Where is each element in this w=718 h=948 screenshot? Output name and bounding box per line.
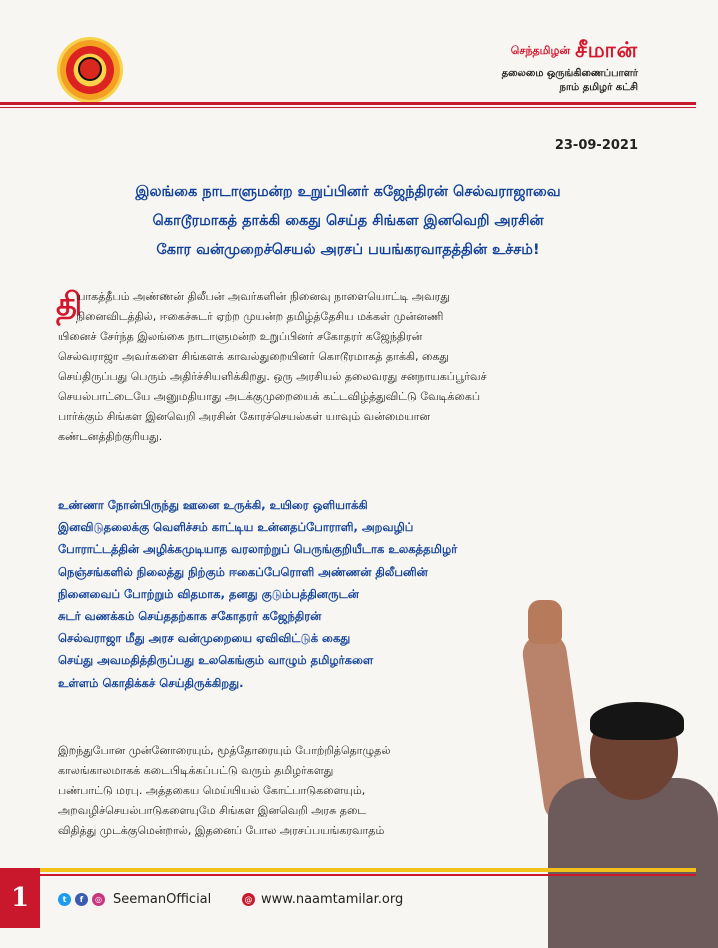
paragraph-line: யாகத்தீபம் அண்ணன் திலீபன் அவர்களின் நினைவு நாளையொட்டி அவரது bbox=[76, 290, 450, 303]
paragraph-line: விதித்து முடக்குமென்றால், இதனைப் போல அரசப்பயங்கரவாதம் bbox=[58, 824, 385, 837]
website-link bbox=[242, 892, 403, 907]
shirt bbox=[548, 778, 718, 948]
paragraph-line: நினைவைப் போற்றும் விதமாக, தனது குடும்பத்தினருடன் bbox=[58, 586, 359, 601]
paragraph-line: இனவிடுதலைக்கு வெளிச்சம் காட்டிய உன்னதப்போராளி, அறவழிப் bbox=[58, 520, 414, 535]
paragraph-line: செல்வராஜா அவர்களை சிங்களக் காவல்துறையினர் கொடூரமாகத் தாக்கி, கைது bbox=[58, 350, 449, 363]
header-divider bbox=[0, 102, 696, 105]
brand-role: தலைமை ஒருங்கிணைப்பாளர் bbox=[501, 68, 638, 79]
paragraph-line: இறந்துபோன முன்னோரையும், மூத்தோரையும் போற்றித்தொழுதல் bbox=[58, 744, 391, 757]
paragraph-line: போராட்டத்தின் அழிக்கமுடியாத வரலாற்றுப் பெருங்குறியீடாக உலகத்தமிழர் bbox=[58, 542, 458, 557]
paragraph-line: செல்வராஜா மீது அரச வன்முறையை ஏவிவிட்டுக் கைது bbox=[58, 631, 351, 646]
headline-line: இலங்கை நாடாளுமன்ற உறுப்பினர் கஜேந்திரன் செல்வராஜாவை bbox=[135, 184, 561, 200]
party-logo bbox=[60, 40, 120, 100]
paragraph-line: செயல்பாட்டையே அனுமதியாது அடக்குமுறையைக் கட்டவிழ்த்துவிட்டு வேடிக்கைப் bbox=[58, 390, 481, 403]
paragraph-line: நெஞ்சங்களில் நிலைத்து நிற்கும் ஈகைப்பேரொளி அண்ணன் திலீபனின் bbox=[58, 564, 428, 579]
paragraph-line: செய்திருப்பது பெரும் அதிர்ச்சியளிக்கிறது. ஒரு அரசியல் தலைவரது சனநாயகப்பூர்வச் bbox=[58, 370, 487, 383]
instagram-icon[interactable]: ◎ bbox=[92, 893, 105, 906]
paragraph-line: யினைச் சேர்ந்த இலங்கை நாடாளுமன்ற உறுப்பினர் சகோதரர் கஜேந்திரன் bbox=[58, 330, 423, 343]
paragraph-line: நினைவிடத்தில், ஈகைச்சுடர் ஏற்ற முயன்ற தமிழ்த்தேசிய மக்கள் முன்னணி bbox=[76, 310, 444, 323]
paragraph-line: செய்து அவமதித்திருப்பது உலகெங்கும் வாழும் தமிழர்களை bbox=[58, 653, 374, 668]
statement-date: 23-09-2021 bbox=[554, 138, 638, 153]
website-url[interactable]: www.naamtamilar.org bbox=[261, 892, 404, 907]
facebook-icon[interactable]: f bbox=[75, 893, 88, 906]
paragraph-body bbox=[58, 741, 488, 841]
footer-divider-thin bbox=[40, 874, 696, 876]
tiger-icon bbox=[78, 57, 102, 81]
brand-name: சீமான் bbox=[575, 38, 638, 62]
social-links bbox=[58, 892, 211, 907]
header-divider-thin bbox=[0, 107, 696, 108]
paragraph-line: சுடர் வணக்கம் செய்ததற்காக சகோதரர் கஜேந்திரன் bbox=[58, 609, 322, 624]
brand-title bbox=[511, 38, 638, 65]
paragraph-line: கண்டனத்திற்குரியது. bbox=[58, 430, 163, 443]
social-handle[interactable]: SeemanOfficial bbox=[113, 892, 212, 907]
twitter-icon[interactable]: t bbox=[58, 893, 71, 906]
party-name: நாம் தமிழர் கட்சி bbox=[559, 82, 638, 93]
headline bbox=[30, 178, 666, 265]
hair bbox=[590, 702, 684, 740]
footer-divider bbox=[40, 868, 696, 872]
paragraph-line: பண்பாட்டு மரபு. அத்தகைய மெய்யியல் கோட்பாடுகளையும், bbox=[58, 784, 366, 797]
paragraph-line: உள்ளம் கொதிக்கச் செய்திருக்கிறது. bbox=[58, 675, 244, 690]
letterhead bbox=[0, 0, 696, 100]
drop-cap: தி bbox=[56, 285, 83, 323]
paragraph-line: பார்க்கும் சிங்கள இனவெறி அரசின் கோரச்செயல்கள் யாவும் வன்மையான bbox=[58, 410, 430, 423]
globe-icon: @ bbox=[242, 893, 255, 906]
leader-photo bbox=[520, 600, 696, 928]
headline-line: கோர வன்முறைச்செயல் அரசப் பயங்கரவாதத்தின் உச்சம்! bbox=[156, 242, 540, 258]
headline-line: கொடூரமாகத் தாக்கி கைது செய்த சிங்கள இனவெறி அரசின் bbox=[152, 213, 544, 229]
paragraph-line: காலங்காலமாகக் கடைபிடிக்கப்பட்டு வரும் தமிழர்களது bbox=[58, 764, 334, 777]
paragraph-line: அறவழிச்செயல்பாடுகளையுமே சிங்கள இனவெறி அரசு தடை bbox=[58, 804, 367, 817]
raised-fist bbox=[528, 600, 562, 644]
brand-prefix: செந்தமிழன் bbox=[510, 44, 571, 57]
page-number: 1 bbox=[0, 868, 40, 928]
paragraph-line: உண்ணா நோன்பிருந்து ஊனை உருக்கி, உயிரை ஒளியாக்கி bbox=[58, 498, 368, 512]
paragraph-intro bbox=[58, 287, 638, 447]
